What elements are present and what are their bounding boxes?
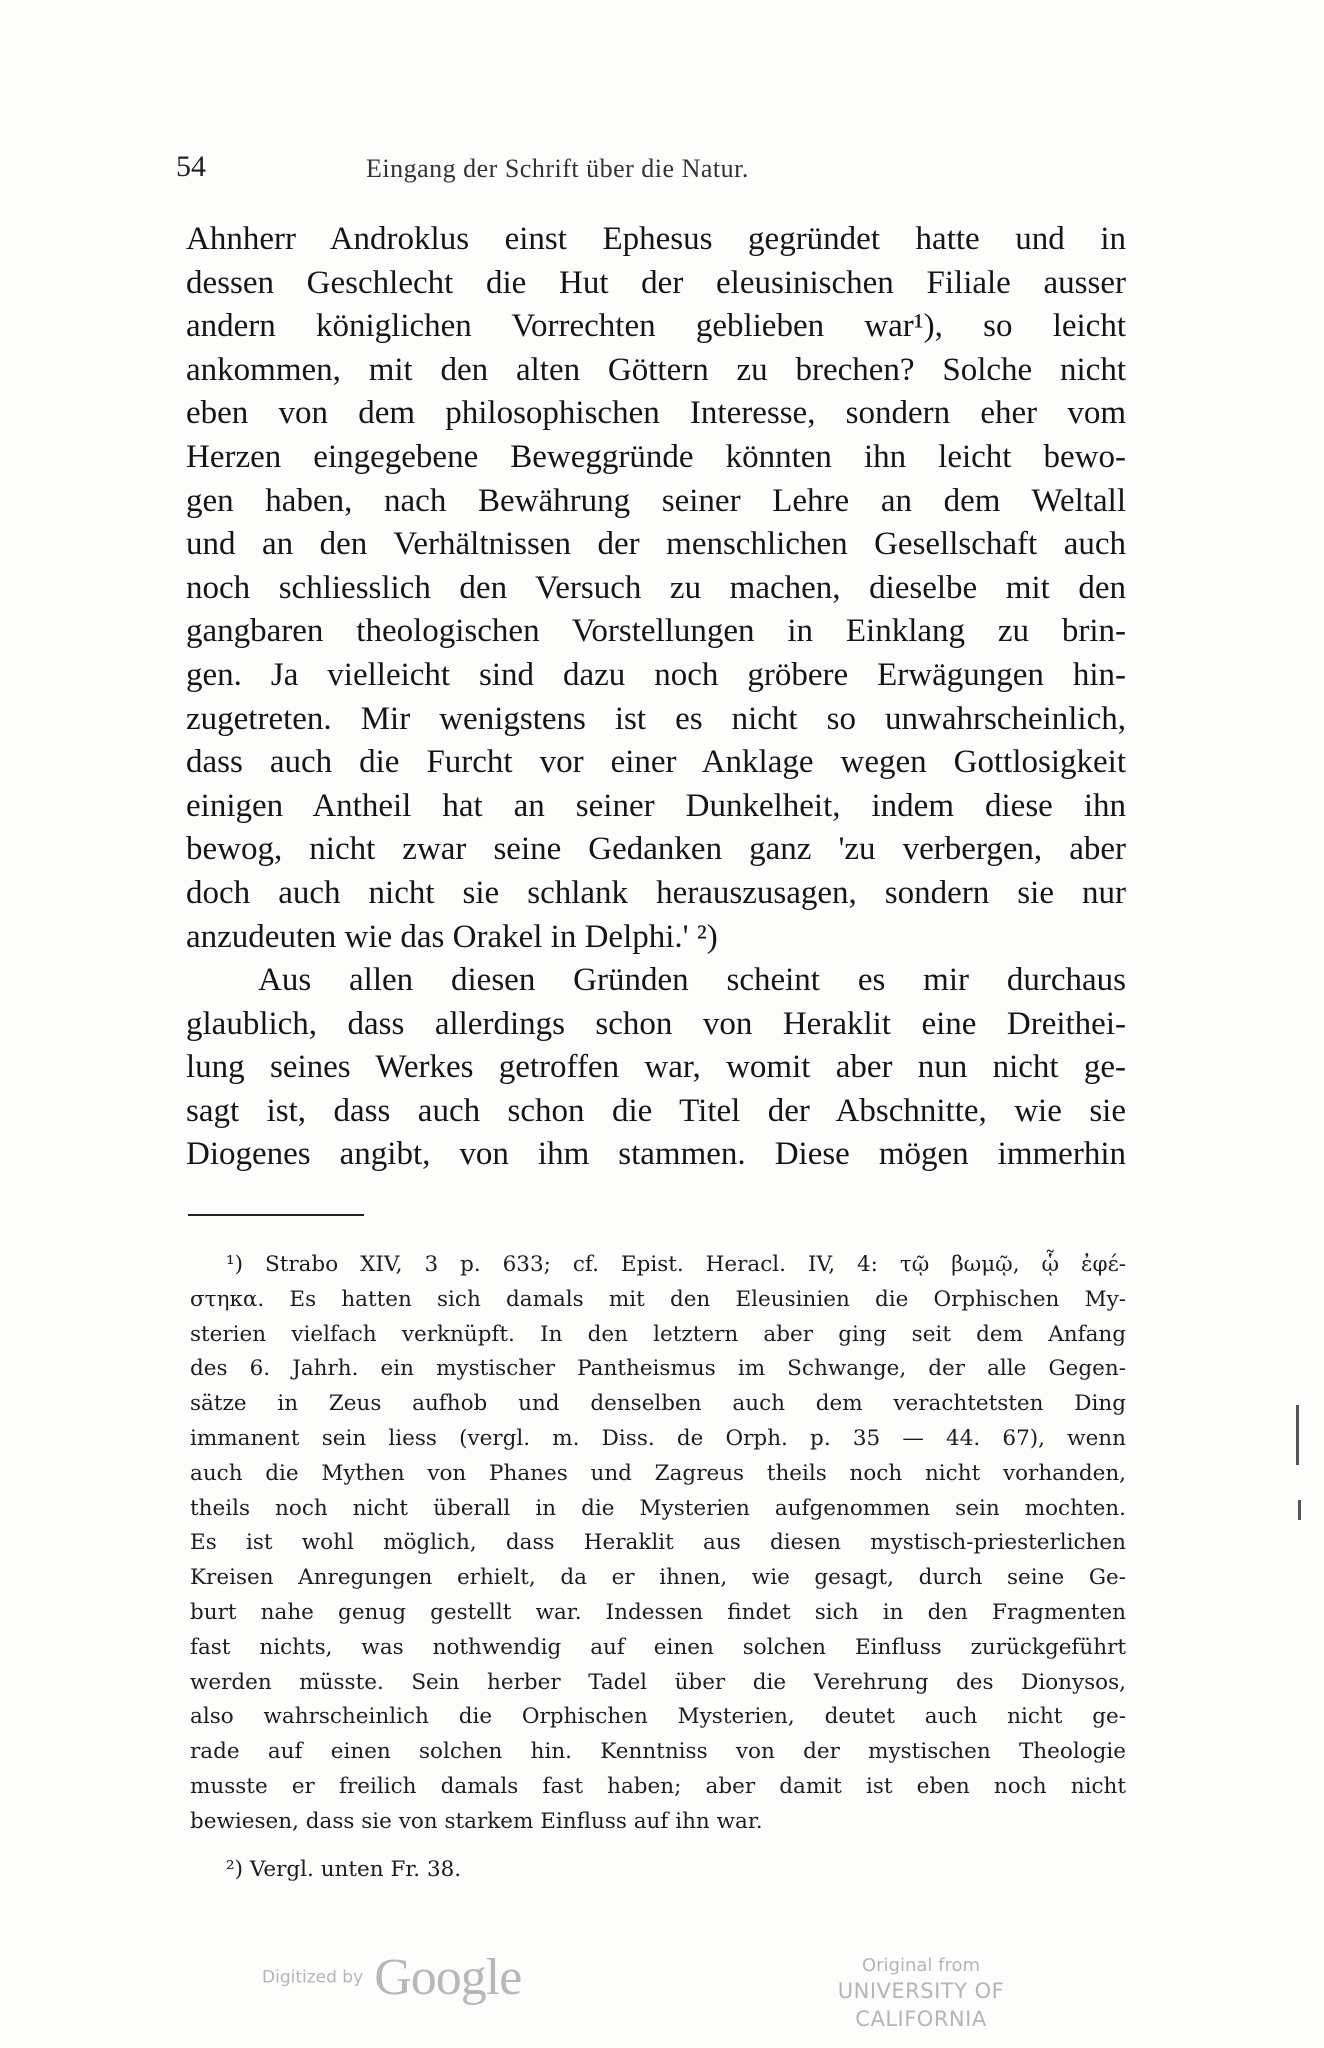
- digitized-label: Digitized by: [262, 1967, 364, 1988]
- body-line: glaublich, dass allerdings schon von Heraklit eine Dreithei-: [186, 1005, 1126, 1042]
- footnote-line: burt nahe genug gestellt war. Indessen findet sich in den Fragmenten: [190, 1599, 1126, 1625]
- footnote-line: bewiesen, dass sie von starkem Einfluss auf ihn war.: [190, 1808, 763, 1834]
- footnote-2: ²) Vergl. unten Fr. 38.: [226, 1857, 462, 1882]
- body-line: einigen Antheil hat an seiner Dunkelheit, indem diese ihn: [186, 787, 1126, 824]
- body-line: dass auch die Furcht vor einer Anklage wegen Gottlosigkeit: [186, 744, 1126, 781]
- body-line: bewog, nicht zwar seine Gedanken ganz 'zu verbergen, aber: [186, 831, 1126, 868]
- footnote-line: sätze in Zeus aufhob und denselben auch dem verachtetsten Ding: [190, 1391, 1126, 1417]
- footnote-line: immanent sein liess (vergl. m. Diss. de Orph. p. 35 — 44. 67), wenn: [190, 1425, 1126, 1451]
- body-line: eben von dem philosophischen Interesse, sondern eher vom: [186, 395, 1126, 432]
- margin-scan-mark: [1298, 1500, 1301, 1520]
- body-line-paragraph-start: Aus allen diesen Gründen scheint es mir durchaus: [258, 962, 1126, 999]
- footnote-1: [190, 1248, 1126, 1840]
- body-line: Ahnherr Androklus einst Ephesus gegründet hatte und in: [186, 221, 1126, 257]
- page-header: [176, 150, 1136, 194]
- margin-scan-mark: [1296, 1405, 1299, 1465]
- body-text: [186, 218, 1126, 1177]
- body-line: Diogenes angibt, von ihm stammen. Diese mögen immerhin: [186, 1136, 1126, 1173]
- body-line: gen. Ja vielleicht sind dazu noch gröbere Erwägungen hin-: [186, 656, 1126, 693]
- body-line: noch schliesslich den Versuch zu machen, dieselbe mit den: [186, 569, 1126, 606]
- footnote-rule: [188, 1214, 364, 1216]
- body-line: und an den Verhältnissen der menschlichen Gesellschaft auch: [186, 526, 1126, 563]
- footnote-line: also wahrscheinlich die Orphischen Mysterien, deutet auch nicht ge-: [190, 1704, 1126, 1730]
- body-line: lung seines Werkes getroffen war, womit aber nun nicht ge-: [186, 1049, 1126, 1086]
- footnote-line: Kreisen Anregungen erhielt, da er ihnen, wie gesagt, durch seine Ge-: [190, 1565, 1126, 1591]
- footnote-line: fast nichts, was nothwendig auf einen solchen Einfluss zurückgeführt: [190, 1634, 1126, 1660]
- body-line: gen haben, nach Bewährung seiner Lehre an dem Weltall: [186, 482, 1126, 519]
- footnote-line: auch die Mythen von Phanes und Zagreus theils noch nicht vorhanden,: [190, 1460, 1126, 1486]
- page-number: 54: [176, 150, 206, 183]
- original-from-watermark: [776, 1955, 1066, 2033]
- body-line: sagt ist, dass auch schon die Titel der Abschnitte, wie sie: [186, 1092, 1126, 1129]
- footnote-line: rade auf einen solchen hin. Kenntniss von der mystischen Theologie: [190, 1739, 1126, 1765]
- running-head: Eingang der Schrift über die Natur.: [366, 154, 749, 183]
- body-line: andern königlichen Vorrechten geblieben war¹), so leicht: [186, 308, 1126, 345]
- footnote-line: στηκα. Es hatten sich damals mit den Eleusinien die Orphischen My-: [190, 1286, 1126, 1312]
- body-line: doch auch nicht sie schlank herauszusagen, sondern sie nur: [186, 874, 1126, 911]
- google-logo: Google: [374, 1949, 522, 2006]
- footnote-line: werden müsste. Sein herber Tadel über die Verehrung des Dionysos,: [190, 1669, 1126, 1695]
- digitized-by-watermark: [262, 1948, 521, 2008]
- footnote-line: des 6. Jahrh. ein mystischer Pantheismus im Schwange, der alle Gegen-: [190, 1356, 1126, 1382]
- body-line: zugetreten. Mir wenigstens ist es nicht so unwahrscheinlich,: [186, 700, 1126, 737]
- body-line: ankommen, mit den alten Göttern zu brechen? Solche nicht: [186, 351, 1126, 388]
- footnote-line: theils noch nicht überall in die Mysterien aufgenommen sein mochten.: [190, 1495, 1126, 1521]
- footnote-line: Es ist wohl möglich, dass Heraklit aus diesen mystisch-priesterlichen: [190, 1530, 1126, 1556]
- body-line: dessen Geschlecht die Hut der eleusinischen Filiale ausser: [186, 264, 1126, 301]
- body-line: Herzen eingegebene Beweggründe könnten ihn leicht bewo-: [186, 438, 1126, 475]
- footnote-line: musste er freilich damals fast haben; aber damit ist eben noch nicht: [190, 1773, 1126, 1799]
- body-line-paragraph-end: anzudeuten wie das Orakel in Delphi.' ²): [186, 918, 718, 955]
- original-label: Original from: [861, 1955, 981, 1976]
- original-institution: UNIVERSITY OF CALIFORNIA: [837, 1979, 1005, 2031]
- footnote-line: sterien vielfach verknüpft. In den letztern aber ging seit dem Anfang: [190, 1321, 1126, 1347]
- body-line: gangbaren theologischen Vorstellungen in Einklang zu brin-: [186, 613, 1126, 650]
- footnote-line: ¹) Strabo XIV, 3 p. 633; cf. Epist. Heracl. IV, 4: τῷ βωμῷ, ᾧ ἐφέ-: [226, 1252, 1126, 1277]
